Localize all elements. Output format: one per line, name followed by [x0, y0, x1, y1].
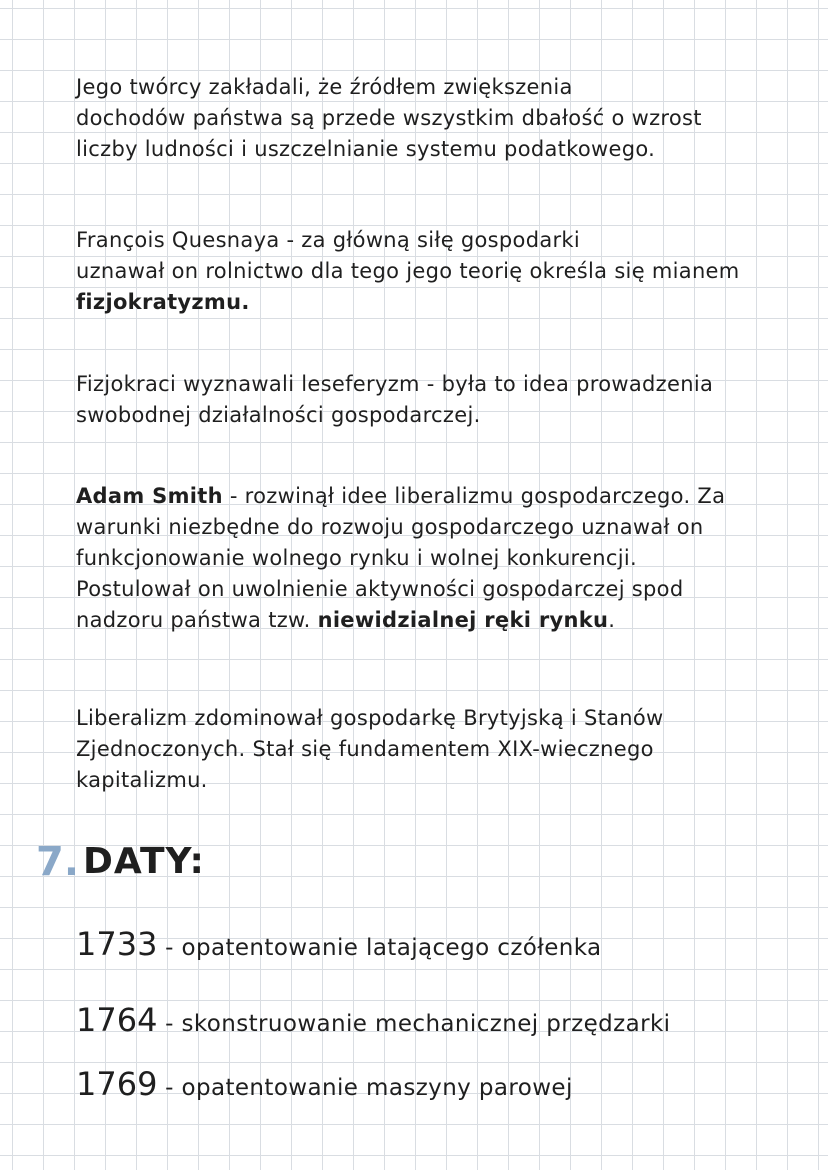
paragraph-adam-smith	[76, 481, 806, 636]
text-line	[76, 481, 806, 512]
text-segment: nadzoru państwa tzw.	[76, 608, 318, 632]
text-line: Fizjokraci wyznawali leseferyzm - była to idea prowadzenia	[76, 372, 714, 396]
adam-smith-name: Adam Smith	[76, 484, 223, 508]
date-entry	[76, 924, 602, 968]
text-line: kapitalizmu.	[76, 768, 208, 792]
paragraph-mercantilism	[76, 72, 806, 165]
text-line: liczby ludności i uszczelnianie systemu podatkowego.	[76, 137, 656, 161]
text-line-bold: fizjokratyzmu.	[76, 290, 250, 314]
paragraph-quesnay	[76, 225, 806, 318]
text-line	[76, 605, 806, 636]
date-year: 1733	[76, 925, 158, 963]
text-line: Liberalizm zdominował gospodarkę Brytyjską i Stanów	[76, 706, 664, 730]
date-year: 1769	[76, 1065, 158, 1103]
text-line: funkcjonowanie wolnego rynku i wolnej konkurencji.	[76, 546, 637, 570]
section-number: 7.	[36, 839, 80, 885]
text-segment: .	[608, 608, 616, 632]
date-entry	[76, 1064, 573, 1108]
date-year: 1764	[76, 1001, 158, 1039]
text-line: dochodów państwa są przede wszystkim dbałość o wzrost	[76, 106, 702, 130]
text-line: Postulował on uwolnienie aktywności gospodarczej spod	[76, 577, 684, 601]
text-line: François Quesnaya - za główną siłę gospodarki	[76, 228, 581, 252]
section-heading	[36, 840, 205, 884]
text-line: Zjednoczonych. Stał się fundamentem XIX-wiecznego	[76, 737, 654, 761]
text-segment: - rozwinął idee liberalizmu gospodarczego. Za	[222, 484, 726, 508]
text-line: warunki niezbędne do rozwoju gospodarczego uznawał on	[76, 515, 704, 539]
text-line: uznawał on rolnictwo dla tego jego teorię określa się mianem	[76, 259, 740, 283]
date-description: - opatentowanie latającego czółenka	[165, 935, 602, 961]
text-line: Jego twórcy zakładali, że źródłem zwiększenia	[76, 75, 573, 99]
paragraph-physiocrats	[76, 369, 806, 431]
date-entry	[76, 1000, 670, 1044]
invisible-hand-term: niewidzialnej ręki rynku	[317, 608, 609, 632]
date-description: - opatentowanie maszyny parowej	[165, 1075, 573, 1101]
text-line: swobodnej działalności gospodarczej.	[76, 403, 481, 427]
date-description: - skonstruowanie mechanicznej przędzarki	[165, 1011, 671, 1037]
section-title: DATY:	[83, 841, 205, 882]
paragraph-liberalism	[76, 703, 806, 796]
